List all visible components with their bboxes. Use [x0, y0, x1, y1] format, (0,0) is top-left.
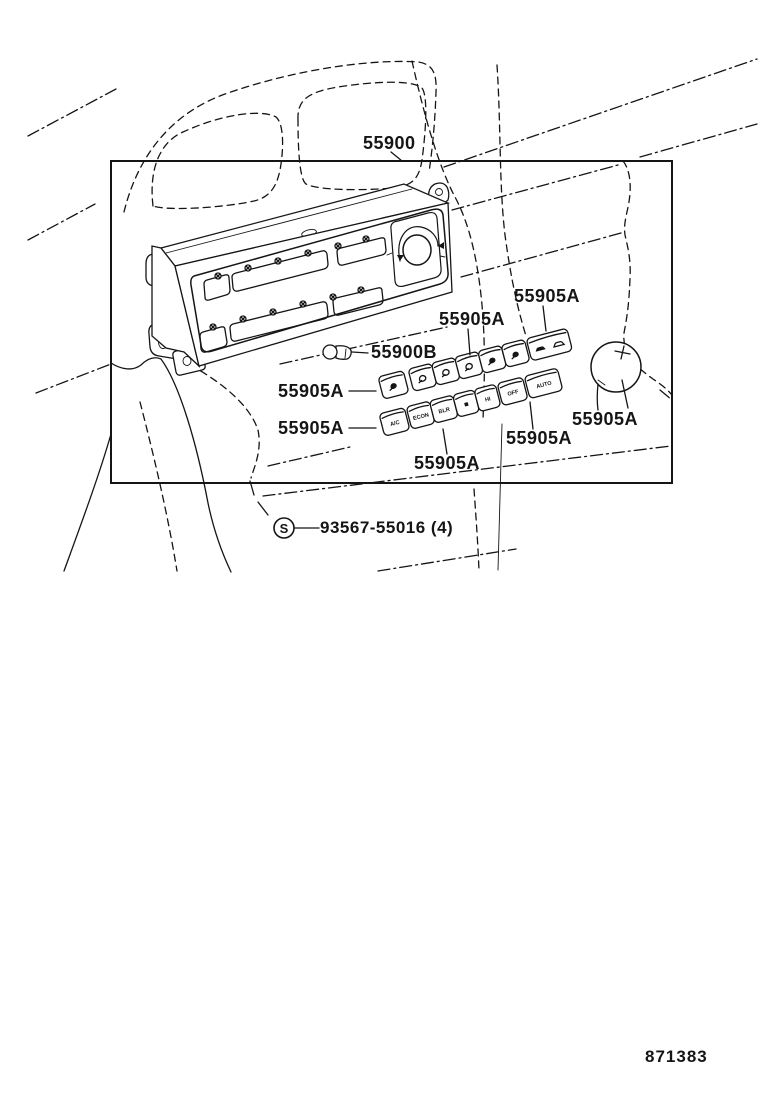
round-switch	[591, 342, 641, 410]
callout-55900: 55900	[363, 133, 416, 153]
callout-55905a-5: 55905A	[414, 453, 481, 473]
panel-button-a-c	[379, 407, 410, 436]
callout-55905a-4: 55905A	[278, 418, 345, 438]
panel-button-windshield-defrost	[501, 339, 530, 367]
callout-55900b: 55900B	[371, 342, 438, 362]
button-label: BLR	[438, 406, 451, 416]
panel-button-recirculation-fresh-air	[526, 328, 572, 361]
panel-button-auto	[524, 368, 563, 399]
panel-button-hi	[474, 384, 501, 412]
callout-55905a-7: 55905A	[572, 409, 639, 429]
callout-55905a-6: 55905A	[506, 428, 573, 448]
button-label: A/C	[389, 419, 401, 429]
button-label: OFF	[506, 389, 520, 398]
callout-55905a-3: 55905A	[278, 381, 345, 401]
button-label: HI	[484, 396, 492, 404]
page-code: 871383	[645, 1047, 708, 1066]
screw-symbol-letter: S	[279, 521, 289, 536]
screw-symbol	[274, 518, 294, 538]
button-label: AUTO	[535, 380, 553, 391]
switch-button-row-2	[379, 368, 563, 436]
button-label: ECON	[412, 412, 430, 423]
callout-55905a-2: 55905A	[439, 309, 506, 329]
callout-screw-part-number: 93567-55016 (4)	[320, 518, 454, 537]
illumination-bulb	[323, 345, 351, 359]
panel-button-off	[497, 377, 528, 406]
callout-55905a-1: 55905A	[514, 286, 581, 306]
panel-button-rear-defrost	[378, 370, 409, 399]
